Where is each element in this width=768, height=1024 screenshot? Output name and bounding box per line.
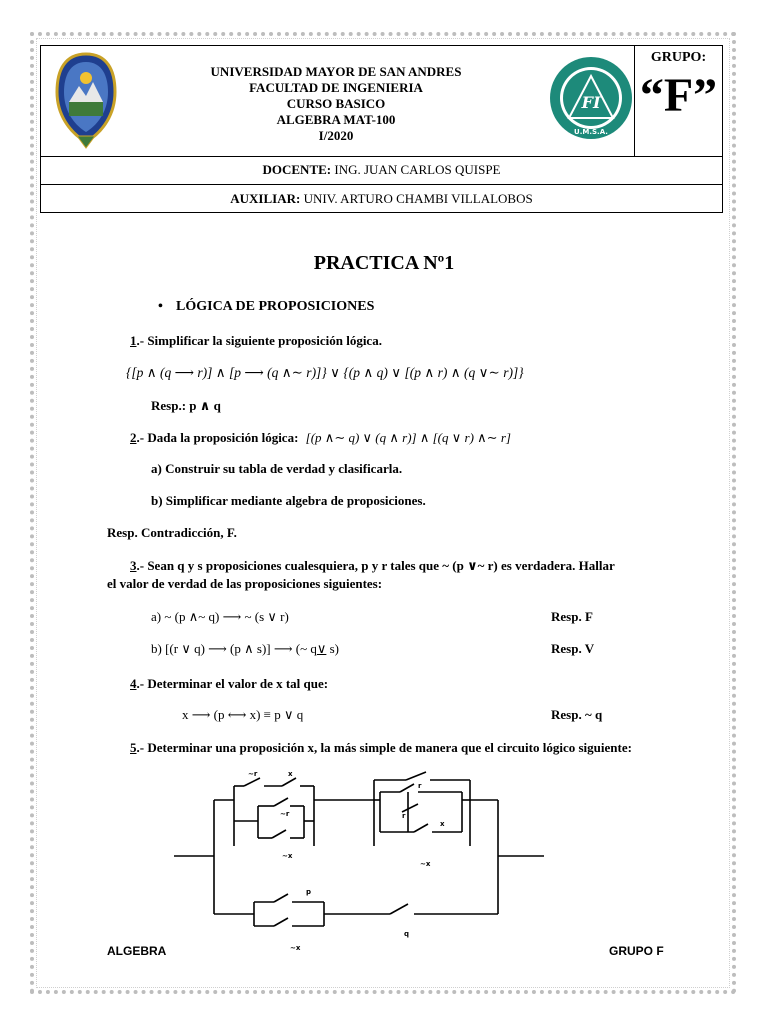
problem-3-text-line2: el valor de verdad de las proposiciones siguientes: xyxy=(107,576,383,591)
circuit-label: x xyxy=(440,820,445,828)
problem-2-part-a: a) Construir su tabla de verdad y clasificarla. xyxy=(151,461,403,476)
problem-3-part-b xyxy=(151,641,339,657)
auxiliar-row xyxy=(41,185,722,213)
circuit-label: x xyxy=(288,770,293,778)
footer-left: ALGEBRA xyxy=(107,944,167,958)
problem-1-statement xyxy=(130,333,382,349)
problem-2-number: 2 xyxy=(130,430,137,445)
circuit-label: ~x xyxy=(420,860,431,868)
university-name: UNIVERSIDAD MAYOR DE SAN ANDRES xyxy=(210,64,462,79)
topic-heading xyxy=(158,299,375,315)
problem-4-answer: Resp. ~ q xyxy=(551,707,603,722)
footer-right: GRUPO F xyxy=(609,944,664,958)
problem-3-b-prefix: b) [(r ∨ q) ⟶ (p ∧ s)] ⟶ (~ q xyxy=(151,641,317,656)
topic-text: LÓGICA DE PROPOSICIONES xyxy=(176,299,375,314)
problem-1-formula: {[p ∧ (q ⟶ r)] ∧ [p ⟶ (q ∧∼ r)]} ∨ {(p ∧ q) ∨ [(p ∧ r) ∧ (q ∨∼ r)]} xyxy=(126,365,524,380)
problem-1-number: 1 xyxy=(130,333,137,348)
page-title: PRACTICA Nº1 xyxy=(313,252,455,274)
grupo-value: “F” xyxy=(639,69,718,122)
problem-4-text: .- Determinar el valor de x tal que: xyxy=(136,676,329,691)
faculty-name: FACULTAD DE INGENIERIA xyxy=(249,80,423,95)
circuit-label: q xyxy=(404,930,410,938)
umsa-seal-logo xyxy=(55,52,117,150)
problem-3-number: 3 xyxy=(130,558,137,573)
fi-faculty-logo xyxy=(549,56,633,140)
header-row-institution xyxy=(41,46,722,157)
problem-5-statement xyxy=(130,740,632,756)
problem-3-text-line1: .- Sean q y s proposiciones cualesquiera, p y r tales que ~ (p ∨~ r) es verdadera. Hallar xyxy=(136,558,615,573)
docente-name: ING. JUAN CARLOS QUISPE xyxy=(331,162,501,177)
institution-block xyxy=(171,64,501,144)
bullet-icon: • xyxy=(158,299,163,314)
circuit-label: ~r xyxy=(280,810,290,818)
problem-3-b-operator: ∨ xyxy=(316,641,327,656)
problem-1-text: .- Simplificar la siguiente proposición lógica. xyxy=(136,333,382,348)
problem-3-answer-a: Resp. F xyxy=(551,609,593,624)
course-name: CURSO BASICO xyxy=(286,96,386,111)
circuit-label: p xyxy=(306,888,312,896)
circuit-label: ~r xyxy=(248,770,258,778)
docente-label: DOCENTE: xyxy=(262,162,332,177)
problem-5-number: 5 xyxy=(130,740,137,755)
circuit-label: r xyxy=(418,782,422,790)
fi-bottom-text: U.M.S.A. xyxy=(574,128,608,136)
header-table xyxy=(40,45,723,213)
problem-2-part-b: b) Simplificar mediante algebra de proposiciones. xyxy=(151,493,426,508)
problem-2-statement xyxy=(130,430,511,446)
problem-4-statement xyxy=(130,676,328,692)
logic-circuit-diagram xyxy=(170,766,550,956)
auxiliar-label: AUXILIAR: xyxy=(230,191,301,206)
problem-4-number: 4 xyxy=(130,676,137,691)
problem-3-part-a: a) ~ (p ∧~ q) ⟶ ~ (s ∨ r) xyxy=(151,609,289,624)
grupo-cell xyxy=(634,46,722,156)
docente-row xyxy=(41,156,722,185)
subject-name: ALGEBRA MAT-100 xyxy=(276,112,396,127)
problem-1-answer: Resp.: p ∧ q xyxy=(151,398,221,413)
problem-2-formula: [(p ∧∼ q) ∨ (q ∧ r)] ∧ [(q ∨ r) ∧∼ r] xyxy=(305,430,511,445)
problem-4-formula: x ⟶ (p ⟷ x) ≡ p ∨ q xyxy=(182,707,304,722)
fi-letters: FI xyxy=(581,93,601,112)
problem-3-b-suffix: s) xyxy=(326,641,340,656)
problem-2-text: .- Dada la proposición lógica: xyxy=(136,430,302,445)
problem-5-text: .- Determinar una proposición x, la más simple de manera que el circuito lógico siguiente: xyxy=(136,740,632,755)
circuit-label: r xyxy=(402,812,406,820)
problem-3-answer-b: Resp. V xyxy=(551,641,595,656)
grupo-label: GRUPO: xyxy=(650,50,707,65)
auxiliar-name: UNIV. ARTURO CHAMBI VILLALOBOS xyxy=(300,191,533,206)
circuit-label: ~x xyxy=(282,852,293,860)
period: I/2020 xyxy=(318,128,354,143)
problem-3-statement xyxy=(130,558,615,574)
problem-2-answer: Resp. Contradicción, F. xyxy=(107,525,237,540)
circuit-label: ~x xyxy=(290,944,301,952)
